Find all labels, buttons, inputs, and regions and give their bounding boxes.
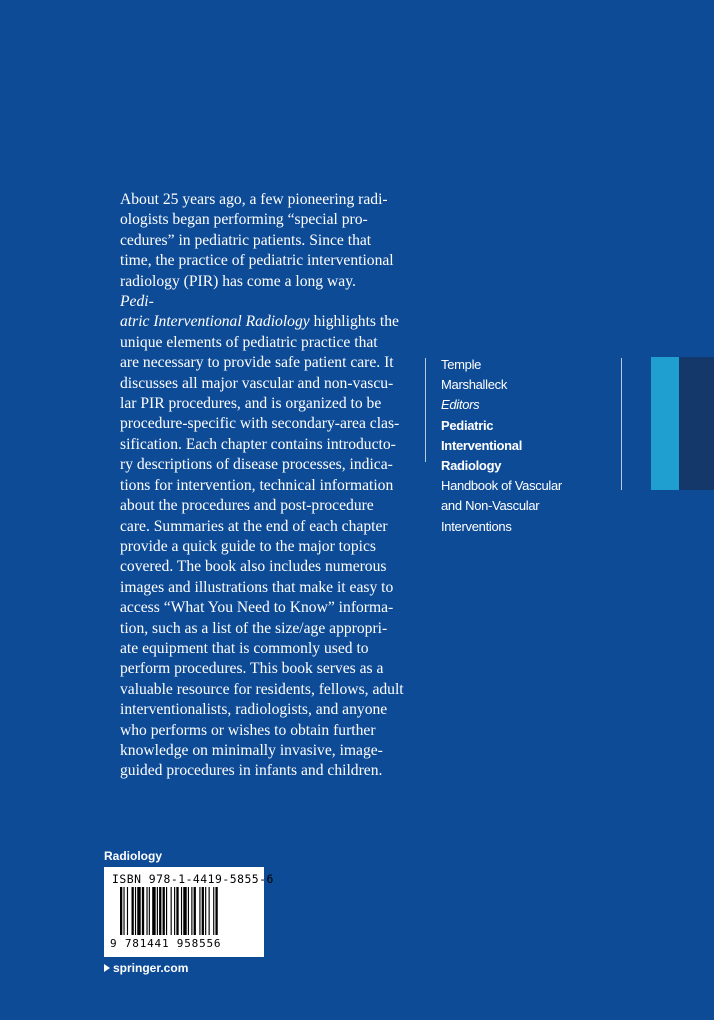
author-name: Marshalleck [441,377,508,393]
blurb-line: access “What You Need to Know” informa- [120,599,394,617]
barcode-bar [191,887,192,935]
barcode-bar [127,887,128,935]
publisher-url: springer.com [113,961,189,975]
barcode-bar [183,887,186,935]
blurb-line: about the procedures and post-procedure [120,497,374,515]
barcode-bar [199,887,200,935]
barcode-bar [171,887,172,935]
barcode-bar [132,887,134,935]
blurb-line: unique elements of pediatric practice that [120,333,378,351]
blurb-line: discusses all major vascular and non-vascu- [120,374,394,392]
barcode-bar [181,887,182,935]
divider-line-left [425,358,426,462]
barcode-bar [166,887,167,935]
book-title-line: Radiology [441,458,502,474]
barcode-bar [205,887,206,935]
blurb-line: radiology (PIR) has come a long way. [120,272,356,290]
book-subtitle-line: Handbook of Vascular [441,478,562,494]
barcode-bar [135,887,136,935]
barcode-bar [202,887,204,935]
blurb-line: are necessary to provide safe patient care. It [120,354,394,372]
blurb-line: sification. Each chapter contains introducto- [120,435,396,453]
back-cover-blurb [120,190,420,782]
blurb-line: images and illustrations that make it easy to [120,578,394,596]
book-title-line: Pediatric [441,417,494,433]
blurb-line: provide a quick guide to the major topics [120,537,376,555]
divider-line-right [621,358,622,490]
blurb-line: cedures” in pediatric patients. Since that [120,231,372,249]
blurb-line: time, the practice of pediatric interventional [120,252,394,270]
editors-label: Editors [441,397,480,413]
blurb-line-italic [120,312,420,332]
publisher-link[interactable] [104,961,188,975]
isbn-text: ISBN 978-1-4419-5855-6 [112,872,274,886]
title-block [441,355,616,537]
book-subtitle-line: Interventions [441,518,512,534]
blurb-line-italic [120,292,420,312]
blurb-line: guided procedures in infants and children. [120,762,383,780]
blurb-line: lar PIR procedures, and is organized to be [120,395,382,413]
barcode-bar [194,887,196,935]
isbn-barcode [104,867,274,957]
barcode-bar [176,887,178,935]
blurb-line: ate equipment that is commonly used to [120,639,369,657]
color-tab-dark [679,357,714,490]
blurb-line: tion, such as a list of the size/age appropri- [120,619,388,637]
barcode-bar [123,887,124,935]
blurb-line: covered. The book also includes numerous [120,558,387,576]
barcode-bar [120,887,122,935]
subject-category: Radiology [104,849,163,863]
barcode-bar [213,887,214,935]
blurb-line: valuable resource for residents, fellows, adult [120,680,404,698]
barcode-bar [215,887,217,935]
author-name: Temple [441,357,482,372]
blurb-line: ologists began performing “special pro- [120,211,368,229]
barcode-bar [163,887,165,935]
barcode-bar [174,887,175,935]
barcode-digits: 9 781441 958556 [110,937,222,950]
arrow-right-icon [104,964,110,972]
book-title-italic-a: Pedi- [120,293,154,311]
blurb-after-italic: highlights the [309,313,399,331]
color-tab-light [651,357,679,490]
blurb-line: care. Summaries at the end of each chapter [120,517,388,535]
blurb-line: procedure-specific with secondary-area clas- [120,415,400,433]
barcode-bar [157,887,158,935]
barcode-bar [152,887,155,935]
blurb-line: ry descriptions of disease processes, indica- [120,456,393,474]
blurb-line: interventionalists, radiologists, and anyone [120,701,388,719]
book-title-line: Interventional [441,437,523,453]
barcode-bar [146,887,147,935]
barcode-bar [159,887,161,935]
barcode-bar [149,887,150,935]
book-subtitle-line: and Non-Vascular [441,498,540,514]
book-title-italic-b: atric Interventional Radiology [120,313,310,331]
barcode-bar [209,887,210,935]
barcode-bar [137,887,140,935]
blurb-line: tions for intervention, technical information [120,476,394,494]
blurb-line: perform procedures. This book serves as a [120,660,384,678]
blurb-line: About 25 years ago, a few pioneering radi- [120,191,388,208]
blurb-line: who performs or wishes to obtain further [120,721,376,739]
barcode-bars [110,887,260,937]
barcode-bar [188,887,189,935]
barcode-bar [142,887,144,935]
blurb-line: knowledge on minimally invasive, image- [120,741,383,759]
